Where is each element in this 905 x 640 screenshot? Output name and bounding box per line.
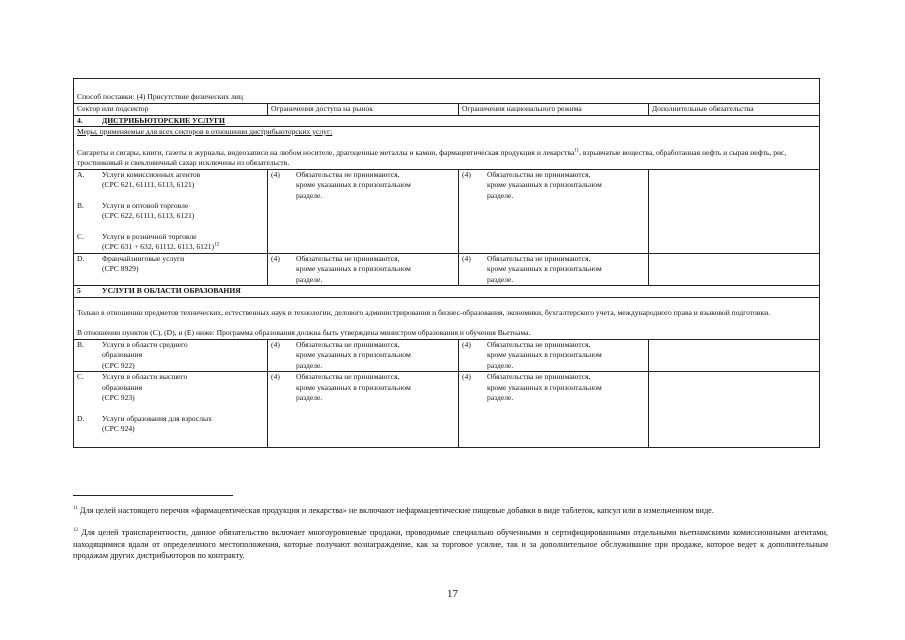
commitments-table [73, 78, 820, 448]
header-national-treatment: Ограничения национального режима [459, 104, 649, 116]
footnote-text: Для целей настоящего перечня «фармацевтическая продукция и лекарства» не включают нефармацевтические пищевые добавки в виде таблеток, капсул или в измельченном виде. [79, 506, 714, 515]
sector-name: Франчайзинговые услуги [102, 253, 185, 263]
section5-notes-row [74, 297, 820, 339]
section4-title: ДИСТРИБЬЮТОРСКИЕ УСЛУГИ [102, 115, 225, 125]
additional-cell [649, 169, 820, 253]
sector-name: Услуги в розничной торговле [102, 231, 197, 241]
section4-number: 4. [77, 115, 83, 125]
section4-measures-text: Сигареты и сигары, книги, газеты и журналы, видеозаписи на любом носителе, драгоценные металлы и камни, фармацевтическая продукция и лекарства$^{11}$, взрывчатые вещества, обработанная нефть и сырая нефть, рис, тростниковый и свекловичный сахар исключены из обязательств. [77, 147, 787, 167]
market-access-cell: (4) Обязательства не принимаются, кроме указанных в горизонтальном разделе. [268, 372, 459, 448]
sector-name: Услуги в области среднего [102, 339, 188, 349]
sector-cpc: (CPC 621, 61111, 6113, 6121) [102, 180, 195, 189]
header-additional: Дополнительные обязательства [649, 104, 820, 116]
market-access-cell: (4) Обязательства не принимаются, кроме указанных в горизонтальном разделе. [268, 339, 459, 372]
sector-cell: B. Услуги в области среднего образования (CPC 922) [74, 339, 268, 372]
footnote-text: Для целей транспарентности, данное обязательство включает многоуровневые продажи, проводимые специально обученными и сертифицированными отдельными вьетнамскими комиссионными агентами, находящимися вдали от определенного местоположения, которые получают вознаграждение, как за торговое усилие, так и за дополнительное обслуживание при продаже, которое ведет к дополнительным продажам других дистрибьюторов по контракту. [73, 528, 828, 560]
sector-cpc: (CPC 924) [102, 424, 135, 433]
sector-cell: A. Услуги комиссионных агентов (CPC 621, 61111, 6113, 6121) B. Услуги в оптовой торговле (CPC 622, 61111, 6113, 6121) C. Услуги в розничной торговле (CPC 631 + 632, 61112, 6113, 6121)$^{12}$ [74, 169, 268, 253]
footnote-ref-12: 12 [214, 242, 220, 248]
sector-cpc: (CPC 631 + 632, 61112, 6113, 6121)$^{12}$ [102, 242, 220, 251]
section5-text1: Только в отношении предметов технических, естественных наук и технологии, делового администрирования и бизнес-образования, экономики, бухгалтерского учета, международного права и языковой подготовки. [77, 307, 771, 317]
footnote-number: 11 [73, 506, 78, 512]
sector-cell: D. Франчайзинговые услуги (CPC 8929) [74, 253, 268, 286]
footnote-number: 12 [73, 528, 78, 534]
footnote-11 [73, 505, 828, 517]
market-access-cell: (4) Обязательства не принимаются, кроме указанных в горизонтальном разделе. [268, 253, 459, 286]
footnote-ref-11: 11 [574, 147, 580, 153]
footnote-12 [73, 527, 828, 562]
footnote-separator [73, 495, 233, 496]
section5-text2: В отношении пунктов (C), (D), и (E) ниже: Программа образования должна быть утверждена министром образования и обучения Вьетнама. [77, 328, 531, 337]
header-row [74, 104, 820, 116]
table-row [74, 372, 820, 448]
section4-measures-row [74, 127, 820, 170]
national-treatment-cell: (4) Обязательства не принимаются, кроме указанных в горизонтальном разделе. [459, 253, 649, 286]
header-market-access: Ограничения доступа на рынок [268, 104, 459, 116]
additional-cell [649, 372, 820, 448]
page-number: 17 [447, 588, 458, 600]
national-treatment-cell: (4) Обязательства не принимаются, кроме указанных в горизонтальном разделе. [459, 339, 649, 372]
national-treatment-cell: (4) Обязательства не принимаются, кроме указанных в горизонтальном разделе. [459, 372, 649, 448]
section4-title-row [74, 115, 820, 127]
sector-name: Услуги в оптовой торговле [102, 200, 189, 210]
table-row [74, 339, 820, 372]
section5-number: 5 [77, 286, 81, 295]
table-row [74, 253, 820, 286]
mode-of-supply-row [74, 79, 820, 104]
additional-cell [649, 339, 820, 372]
sector-name: Услуги в области высшего [102, 372, 188, 381]
header-sector: Сектор или подсектор [74, 104, 268, 116]
section5-title: УСЛУГИ В ОБЛАСТИ ОБРАЗОВАНИЯ [102, 286, 241, 295]
additional-cell [649, 253, 820, 286]
table-row [74, 169, 820, 253]
market-access-cell: (4) Обязательства не принимаются, кроме указанных в горизонтальном разделе. [268, 169, 459, 253]
sector-cpc: (CPC 622, 61111, 6113, 6121) [102, 211, 195, 220]
sector-name: Услуги комиссионных агентов [102, 169, 201, 179]
section4-measures-heading: Меры, применяемые для всех секторов в отношении дистрибьюторских услуг: [77, 127, 333, 136]
section5-title-row [74, 286, 820, 298]
sector-cpc: (CPC 923) [102, 393, 135, 402]
sector-cpc: (CPC 922) [102, 360, 135, 370]
mode-of-supply: Способ поставки: (4) Присутствие физических лиц [77, 91, 243, 101]
sector-name: Услуги образования для взрослых [102, 413, 212, 423]
sector-cpc: (CPC 8929) [102, 264, 139, 273]
sector-cell: C. Услуги в области высшего образования (CPC 923) D. Услуги образования для взрослых (CPC 924) [74, 372, 268, 448]
national-treatment-cell: (4) Обязательства не принимаются, кроме указанных в горизонтальном разделе. [459, 169, 649, 253]
